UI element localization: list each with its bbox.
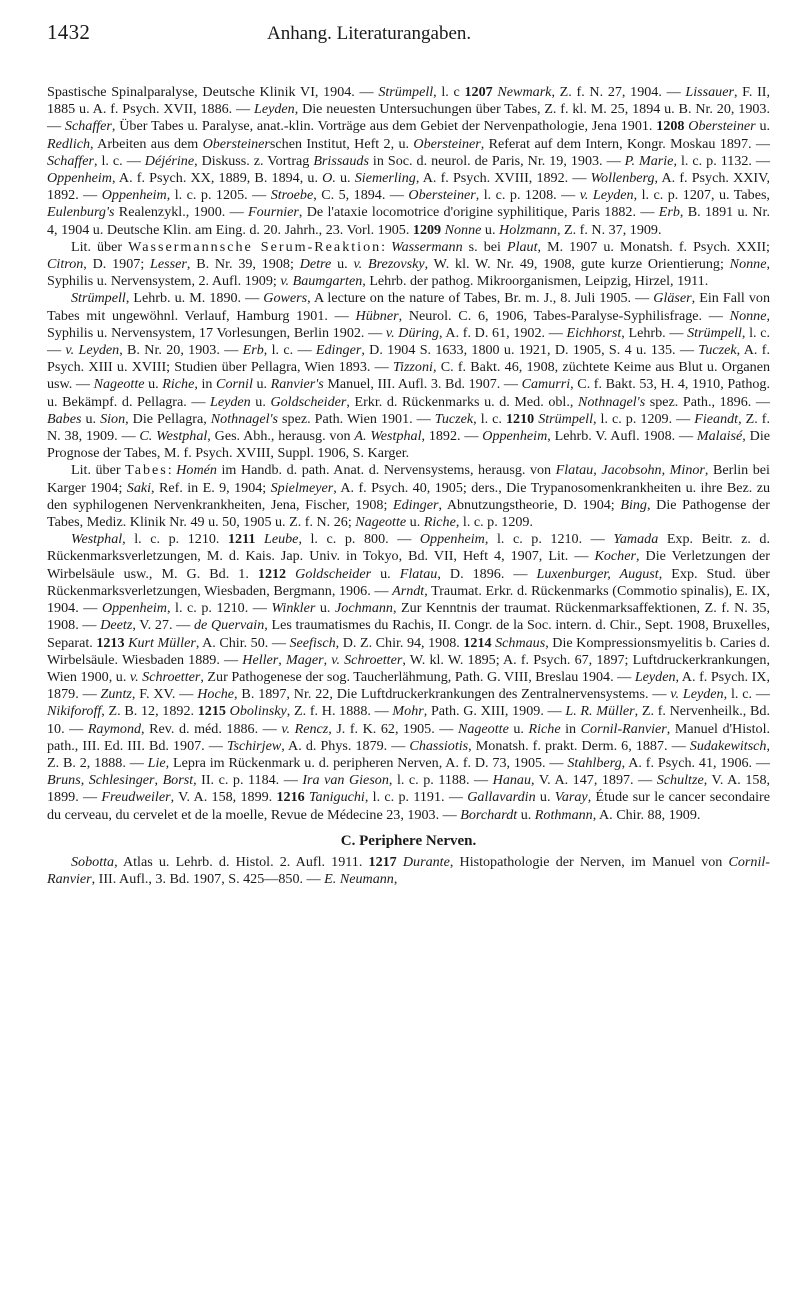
section-paragraph: Sobotta, Atlas u. Lehrb. d. Histol. 2. Aufl. 1911. 1217 Durante, Histopathologie der Nerven, im Manuel von Cornil-Ranvier, III. Aufl., 3. Bd. 1907, S. 425—850. — E. Neumann, xyxy=(47,853,770,888)
bibliography-paragraph: Westphal, l. c. p. 1210. 1211 Leube, l. c. p. 800. — Oppenheim, l. c. p. 1210. — Yamada Exp. Beitr. z. d. Rückenmarksverletzungen, M. d. Kais. Jap. Univ. in Tokyo, Bd. VII, Heft 4, 1907, Lit. — Kocher, Die Verletzungen der Wirbelsäule usw., M. G. Bd. 1. 1212 Goldscheider u. Flatau, D. 1896. — Luxenburger, August, Exp. Stud. über Rückenmarksverletzungen, Wiesbaden, Bergmann, 1906. — Arndt, Traumat. Erkr. d. Rückenmarks (Commotio spinalis), E. IX, 1904. — Oppenheim, l. c. p. 1210. — Winkler u. Jochmann, Zur Kenntnis der traumat. Rückenmarksaffektionen, Z. f. N. 35, 1908. — Deetz, V. 27. — de Quervain, Les traumatismes du Rachis, II. Congr. de la Soc. intern. d. Chir., Sept. 1908, Bruxelles, Separat. 1213 Kurt Müller, A. Chir. 50. — Seefisch, D. Z. Chir. 94, 1908. 1214 Schmaus, Die Kompressionsmyelitis b. Caries d. Wirbelsäule. Wiesbaden 1889. — Heller, Mager, v. Schroetter, W. kl. W. 1895; A. f. Psych. 67, 1897; Luftdruckerkrankungen, Wien 1900, u. v. Schroetter, Zur Pathogenese der sog. Taucherlähmung, Path. G. VIII, Breslau 1904. — Leyden, A. f. Psych. IX, 1879. — Zuntz, F. XV. — Hoche, B. 1897, Nr. 22, Die Luftdruckerkrankungen des Zentralnervensystems. — v. Leyden, l. c. — Nikiforoff, Z. B. 12, 1892. 1215 Obolinsky, Z. f. H. 1888. — Mohr, Path. G. XIII, 1909. — L. R. Müller, Z. f. Nervenheilk., Bd. 10. — Raymond, Rev. d. méd. 1886. — v. Rencz, J. f. K. 62, 1905. — Nageotte u. Riche in Cornil-Ranvier, Manuel d'Histol. path., III. Ed. III. Bd. 1907. — Tschirjew, A. d. Phys. 1879. — Chassiotis, Monatsh. f. prakt. Derm. 6, 1887. — Sudakewitsch, Z. B. 2, 1888. — Lie, Lepra im Rückenmark u. d. peripheren Nerven, A. f. D. 73, 1905. — Stahlberg, A. f. Psych. 41, 1906. — Bruns, Schlesinger, Borst, II. c. p. 1184. — Ira van Gieson, l. c. p. 1188. — Hanau, V. A. 147, 1897. — Schultze, V. A. 158, 1899. — Freudweiler, V. A. 158, 1899. 1216 Taniguchi, l. c. p. 1191. — Gallavardin u. Varay, Étude sur le cancer secondaire du cerveau, du cervelet et de la moelle, Revue de Médecine 23, 1903. — Borchardt u. Rothmann, A. Chir. 88, 1909. xyxy=(47,531,771,823)
bibliography-paragraph: Lit. über Tabes: Homén im Handb. d. path. Anat. d. Nervensystems, herausg. von Flatau, Jacobsohn, Minor, Berlin bei Karger 1904; Saki, Ref. in E. 9, 1904; Spielmeyer, A. f. Psych. 40, 1905; ders., Die Trypanosomenkrankheiten u. ihre Bez. zu den syphilogenen Nervenkrankheiten, Jena, Fischer, 1908; Edinger, Abnutzungstheorie, D. 1904; Bing, Die Pathogense der Tabes, Mediz. Klinik Nr. 49 u. 50, 1905 u. Z. f. N. 26; Nageotte u. Riche, l. c. p. 1209. xyxy=(47,462,770,531)
page-number: 1432 xyxy=(47,20,91,44)
running-head xyxy=(47,20,770,54)
running-title: Anhang. Literaturangaben. xyxy=(267,23,472,44)
bibliography-paragraph: Strümpell, Lehrb. u. M. 1890. — Gowers, A lecture on the nature of Tabes, Br. m. J., 8. Juli 1905. — Gläser, Ein Fall von Tabes mit ungewöhnl. Verlauf, Hamburg 1901. — Hübner, Neurol. C. 6, 1906, Tabes-Paralyse-Syphilisfrage. — Nonne, Syphilis u. Nervensystem, 17 Vorlesungen, Berlin 1902. — v. Düring, A. f. D. 61, 1902. — Eichhorst, Lehrb. — Strümpell, l. c. — v. Leyden, B. Nr. 20, 1903. — Erb, l. c. — Edinger, D. 1904 S. 1633, 1800 u. 1921, D. 1905, S. 4 u. 135. — Tuczek, A. f. Psych. XIII u. XVIII; Studien über Pellagra, Wien 1893. — Tizzoni, C. f. Bakt. 46, 1908, züchtete Keime aus Blut u. Organen usw. — Nageotte u. Riche, in Cornil u. Ranvier's Manuel, III. Aufl. 3. Bd. 1907. — Camurri, C. f. Bakt. 53, H. 4, 1910, Pathog. u. Bekämpf. d. Pellagra. — Leyden u. Goldscheider, Erkr. d. Rückenmarks u. d. Med. obl., Nothnagel's spez. Path., 1896. — Babes u. Sion, Die Pellagra, Nothnagel's spez. Path. Wien 1901. — Tuczek, l. c. 1210 Strümpell, l. c. p. 1209. — Fieandt, Z. f. N. 38, 1909. — C. Westphal, Ges. Abh., herausg. von A. Westphal, 1892. — Oppenheim, Lehrb. V. Aufl. 1908. — Malaisé, Die Prognose der Tabes, M. f. Psych. XVIII, Suppl. 1906, S. Karger. xyxy=(47,290,771,462)
bibliography-paragraph: Lit. über Wassermannsche Serum-Reaktion: Wassermann s. bei Plaut, M. 1907 u. Monatsh. f. Psych. XXII; Citron, D. 1907; Lesser, B. Nr. 39, 1908; Detre u. v. Brezovsky, W. kl. W. Nr. 49, 1908, gute kurze Orientierung; Nonne, Syphilis u. Nervensystem, 2. Aufl. 1909; v. Baumgarten, Lehrb. der pathog. Mikroorganismen, Leipzig, Hirzel, 1911. xyxy=(47,238,770,290)
bibliography-paragraphs xyxy=(47,84,770,824)
bibliography-paragraph: Spastische Spinalparalyse, Deutsche Klinik VI, 1904. — Strümpell, l. c 1207 Newmark, Z. f. N. 27, 1904. — Lissauer, F. II, 1885 u. A. f. Psych. XVII, 1886. — Leyden, Die neuesten Untersuchungen über Tabes, Z. f. kl. M. 25, 1894 u. B. Nr. 20, 1903. — Schaffer, Über Tabes u. Paralyse, anat.-klin. Vorträge aus dem Gebiet der Nervenpathologie, Jena 1901. 1208 Obersteiner u. Redlich, Arbeiten aus dem Obersteinerschen Institut, Heft 2, u. Obersteiner, Referat auf dem Intern, Kongr. Moskau 1897. — Schaffer, l. c. — Déjérine, Diskuss. z. Vortrag Brissauds in Soc. d. neurol. de Paris, Nr. 19, 1903. — P. Marie, l. c. p. 1132. — Oppenheim, A. f. Psych. XX, 1889, B. 1894, u. O. u. Siemerling, A. f. Psych. XVIII, 1892. — Wollenberg, A. f. Psych. XXIV, 1892. — Oppenheim, l. c. p. 1205. — Stroebe, C. 5, 1894. — Obersteiner, l. c. p. 1208. — v. Leyden, l. c. p. 1207, u. Tabes, Eulenburg's Realenzykl., 1900. — Fournier, De l'ataxie locomotrice d'origine syphilitique, Paris 1882. — Erb, B. 1891 u. Nr. 4, 1904 u. Deutsche Klin. am Eing. d. 20. Jahrh., 23. Vorl. 1905. 1209 Nonne u. Holzmann, Z. f. N. 37, 1909. xyxy=(47,84,771,238)
section-heading: C. Periphere Nerven. xyxy=(340,832,477,849)
bibliography-text xyxy=(47,84,770,888)
